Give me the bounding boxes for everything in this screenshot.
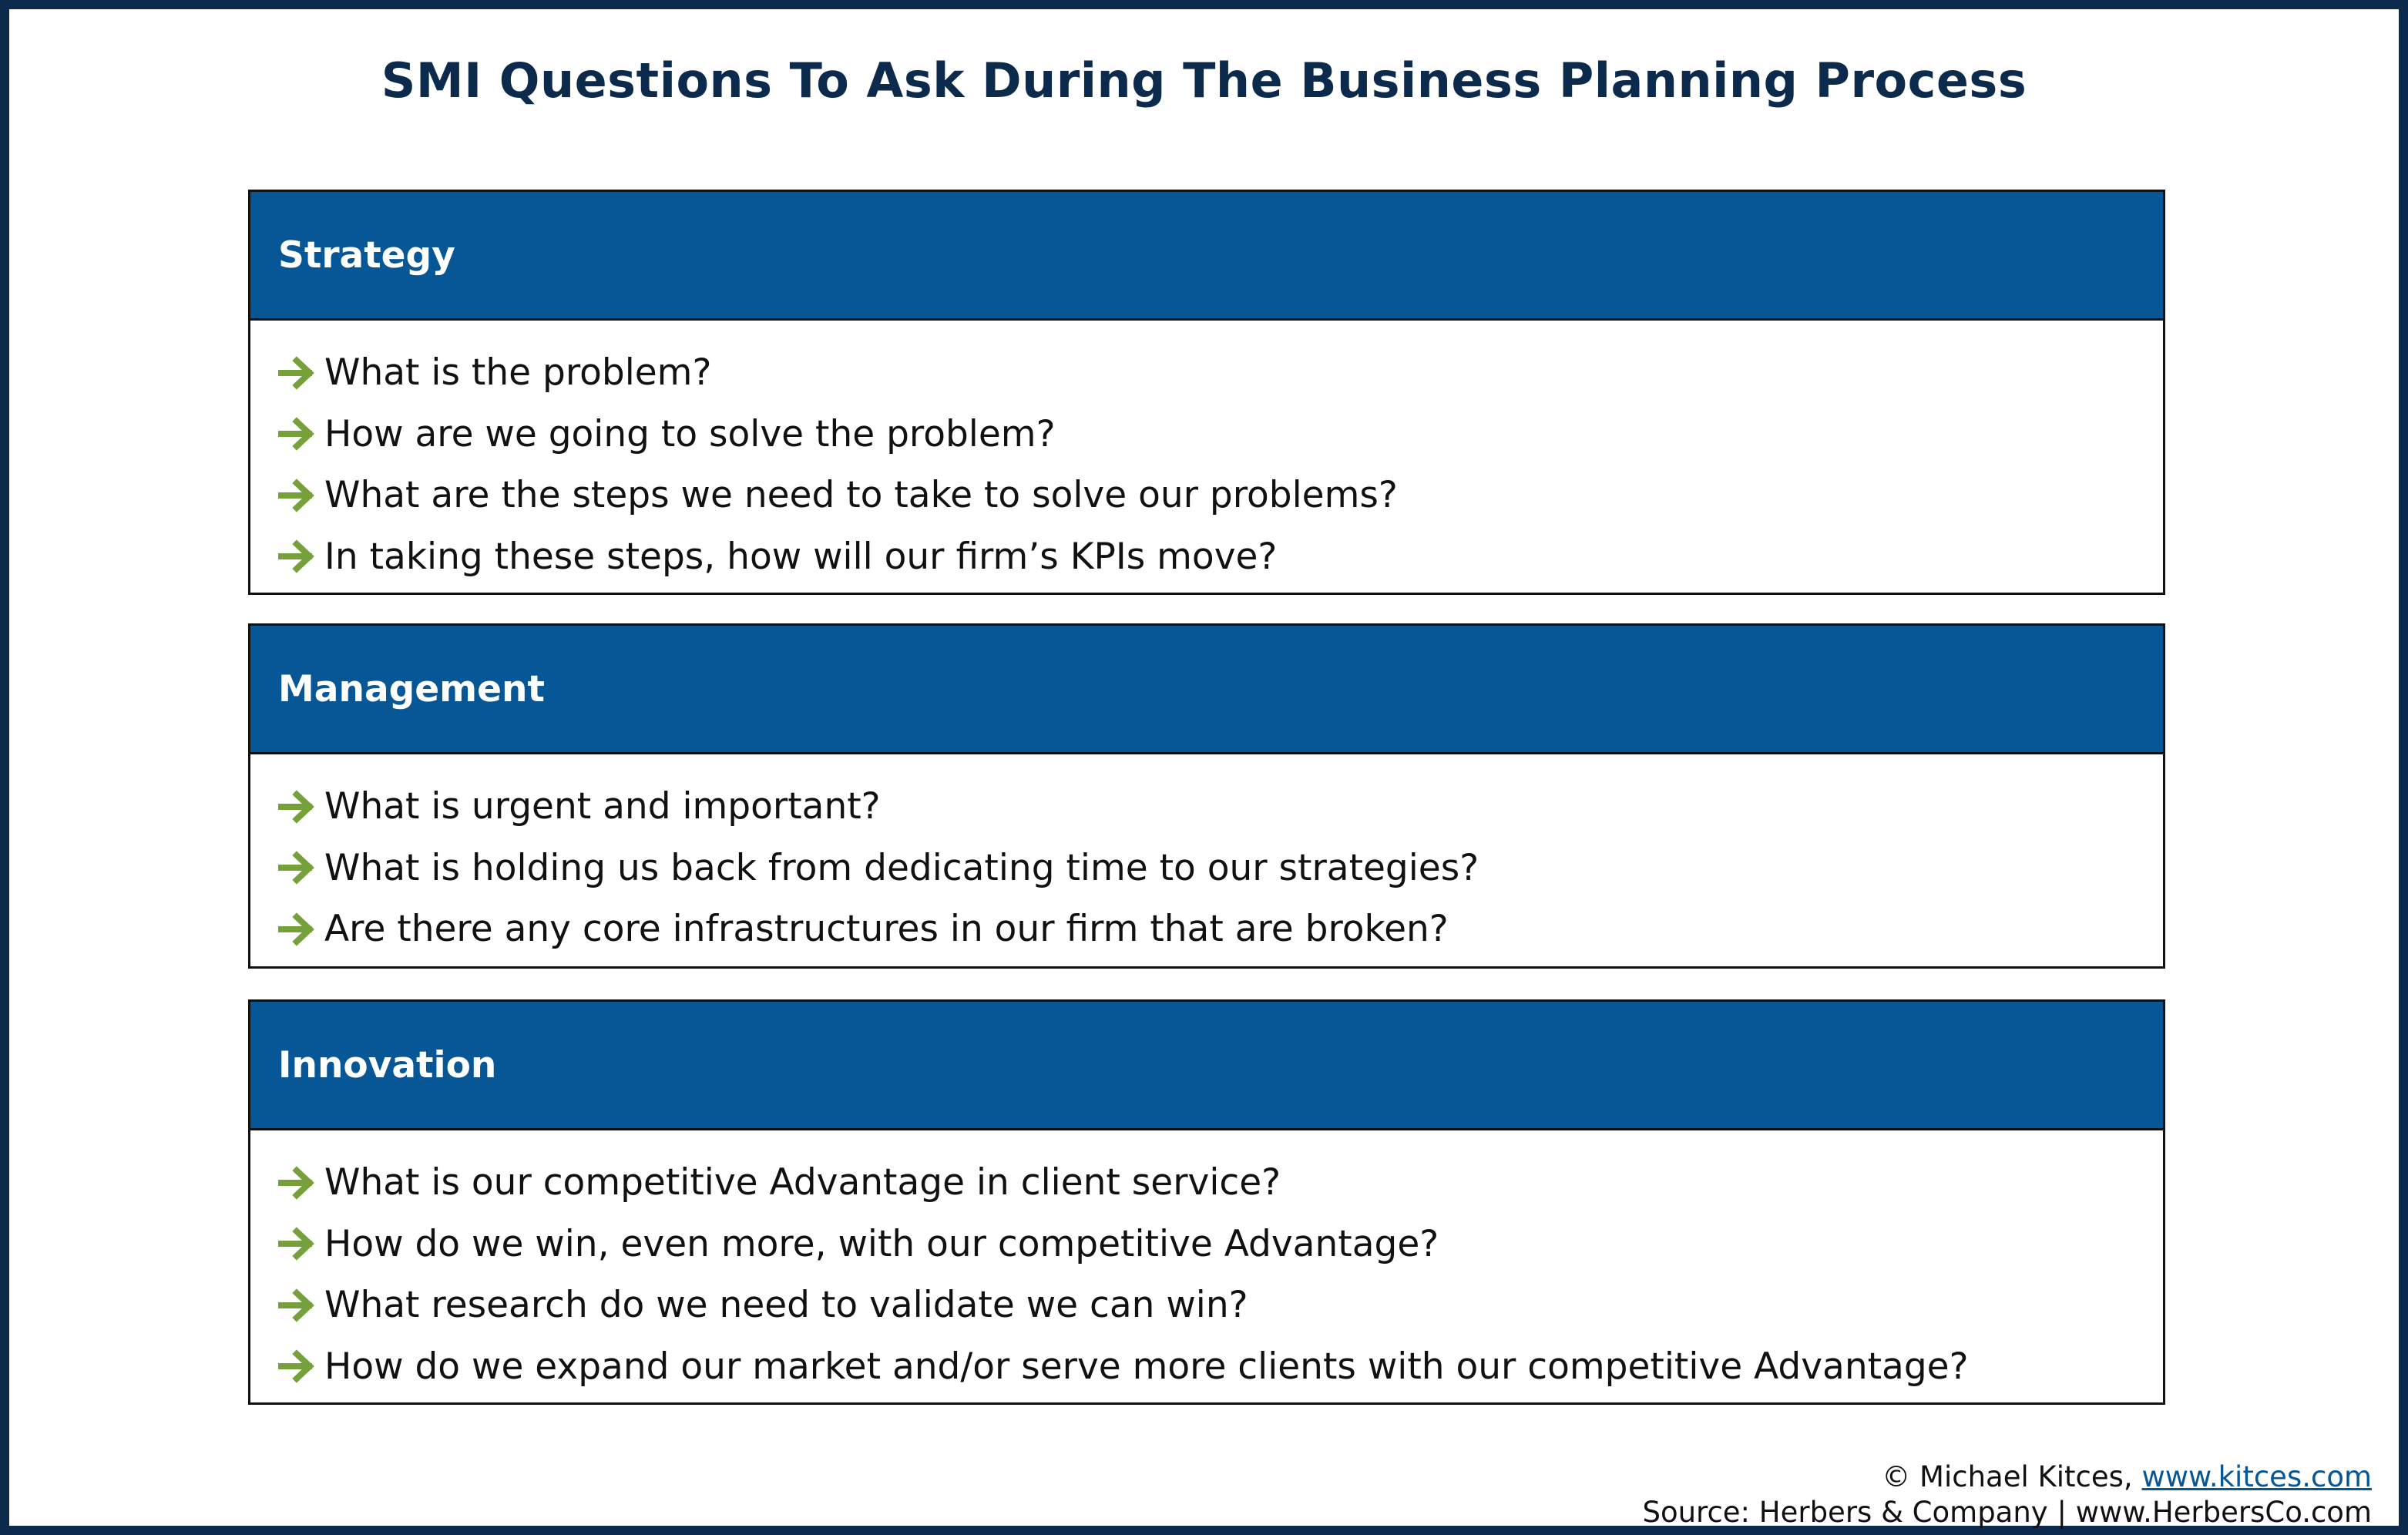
section-strategy [248,190,2165,595]
arrow-right-icon [278,479,317,512]
question-text: What research do we need to validate we can win? [324,1284,1248,1327]
arrow-right-icon [278,1166,317,1200]
page-title: SMI Questions To Ask During The Business Planning Process [381,52,2027,109]
question-list [250,321,2163,587]
question-text: How do we expand our market and/or serve more clients with our competitive Advantage? [324,1345,1969,1388]
arrow-right-icon [278,1288,317,1322]
question-text: How do we win, even more, with our competitive Advantage? [324,1222,1439,1265]
question-text: In taking these steps, how will our firm’s KPIs move? [324,535,1278,578]
list-item [278,404,2163,465]
kitces-link[interactable]: www.kitces.com [2141,1460,2372,1493]
arrow-right-icon [278,790,317,824]
section-header [250,1002,2163,1130]
footer-credits [1642,1459,2372,1530]
question-text: What is the problem? [324,351,712,395]
list-item [278,465,2163,526]
arrow-right-icon [278,356,317,390]
question-list [250,754,2163,960]
section-title: Management [278,667,545,710]
section-header [250,192,2163,321]
list-item [278,776,2163,838]
arrow-right-icon [278,1227,317,1261]
list-item [278,1214,2163,1275]
list-item [278,342,2163,404]
question-text: Are there any core infrastructures in our firm that are broken? [324,908,1449,951]
question-text: How are we going to solve the problem? [324,412,1056,455]
section-management [248,623,2165,969]
section-title: Strategy [278,233,455,277]
arrow-right-icon [278,539,317,573]
list-item [278,1275,2163,1336]
list-item [278,1152,2163,1214]
source-line: Source: Herbers & Company | www.HerbersCo.com [1642,1496,2372,1529]
section-innovation [248,999,2165,1405]
list-item [278,526,2163,588]
question-text: What is urgent and important? [324,785,881,828]
copyright-text: © Michael Kitces, [1882,1460,2142,1493]
list-item [278,898,2163,960]
list-item [278,838,2163,899]
question-text: What is our competitive Advantage in client service? [324,1161,1281,1204]
arrow-right-icon [278,912,317,946]
copyright-line [1642,1459,2372,1495]
question-text: What are the steps we need to take to solve our problems? [324,474,1398,517]
list-item [278,1336,2163,1398]
arrow-right-icon [278,417,317,451]
section-title: Innovation [278,1043,497,1087]
question-list [250,1130,2163,1397]
section-header [250,626,2163,754]
arrow-right-icon [278,851,317,885]
question-text: What is holding us back from dedicating time to our strategies? [324,846,1479,889]
arrow-right-icon [278,1349,317,1383]
